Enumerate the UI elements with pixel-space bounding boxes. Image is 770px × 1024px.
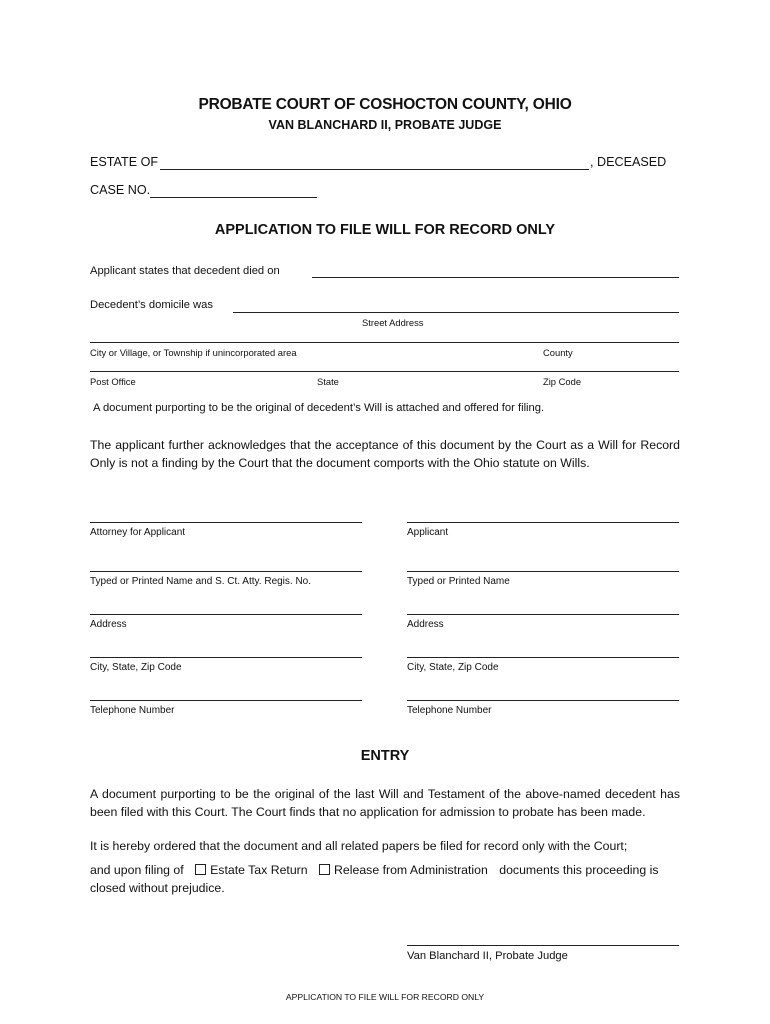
estate-tax-label: Estate Tax Return — [210, 863, 308, 877]
city-county-field[interactable] — [90, 342, 679, 343]
attorney-signature-line[interactable] — [90, 522, 362, 523]
judge-signature-caption: Van Blanchard II, Probate Judge — [407, 950, 568, 962]
entry-heading: ENTRY — [360, 748, 410, 764]
applicant-address-caption: Address — [407, 619, 444, 630]
street-address-field[interactable] — [233, 312, 679, 313]
closing-text-continued: closed without prejudice. — [90, 881, 225, 895]
entry-order: It is hereby ordered that the document and all related papers be filed for record only with the Court; — [90, 839, 628, 853]
form-title: APPLICATION TO FILE WILL FOR RECORD ONLY — [214, 222, 556, 238]
case-no-label: CASE NO. — [90, 183, 151, 197]
deceased-label: , DECEASED — [590, 155, 667, 169]
applicant-phone-caption: Telephone Number — [407, 705, 492, 716]
post-office-field[interactable] — [90, 371, 679, 372]
estate-tax-checkbox[interactable] — [195, 864, 206, 875]
zip-caption: Zip Code — [543, 376, 582, 387]
judge-signature-line[interactable] — [407, 945, 679, 946]
attorney-city-line[interactable] — [90, 657, 362, 658]
applicant-signature-line[interactable] — [407, 522, 679, 523]
applicant-city-caption: City, State, Zip Code — [407, 662, 499, 673]
statement-will-attached: A document purporting to be the original of decedent’s Will is attached and offered for filing. — [93, 402, 545, 414]
release-label: Release from Administration — [334, 863, 488, 877]
entry-finding: A document purporting to be the original of the last Will and Testament of the above-named decedent has been filed with this Court. The Court finds that no application for admission to probate has been made. — [90, 787, 680, 819]
died-on-label: Applicant states that decedent died on — [90, 265, 280, 277]
statement-acknowledgement: The applicant further acknowledges that the acceptance of this document by the Court as a Will for Record Only is not a finding by the Court that the document comports with the Ohio statute on Wills. — [90, 438, 680, 470]
case-no-field[interactable] — [150, 197, 317, 198]
closing-text: documents this proceeding is — [499, 863, 659, 877]
post-office-caption: Post Office — [90, 376, 136, 387]
upon-filing-text: and upon filing of — [90, 863, 184, 877]
county-caption: County — [543, 347, 573, 358]
attorney-city-caption: City, State, Zip Code — [90, 662, 182, 673]
city-caption: City or Village, or Township if unincorporated area — [90, 347, 297, 358]
domicile-label: Decedent’s domicile was — [90, 299, 213, 311]
attorney-name-caption: Typed or Printed Name and S. Ct. Atty. Regis. No. — [90, 576, 312, 587]
street-address-caption: Street Address — [362, 317, 424, 328]
judge-name: VAN BLANCHARD II, PROBATE JUDGE — [268, 118, 502, 132]
date-of-death-field[interactable] — [312, 277, 679, 278]
court-title: PROBATE COURT OF COSHOCTON COUNTY, OHIO — [198, 96, 572, 113]
entry-options-line — [90, 861, 680, 879]
release-checkbox[interactable] — [319, 864, 330, 875]
attorney-name-line[interactable] — [90, 571, 362, 572]
attorney-phone-caption: Telephone Number — [90, 705, 175, 716]
applicant-phone-line[interactable] — [407, 700, 679, 701]
applicant-name-caption: Typed or Printed Name — [407, 576, 510, 587]
estate-of-label: ESTATE OF — [90, 155, 159, 169]
state-caption: State — [317, 376, 339, 387]
attorney-caption: Attorney for Applicant — [90, 527, 186, 538]
attorney-address-caption: Address — [90, 619, 127, 630]
applicant-city-line[interactable] — [407, 657, 679, 658]
applicant-address-line[interactable] — [407, 614, 679, 615]
estate-name-field[interactable] — [160, 169, 589, 170]
attorney-phone-line[interactable] — [90, 700, 362, 701]
page-footer: APPLICATION TO FILE WILL FOR RECORD ONLY — [285, 992, 485, 1002]
applicant-name-line[interactable] — [407, 571, 679, 572]
attorney-address-line[interactable] — [90, 614, 362, 615]
applicant-caption: Applicant — [407, 527, 449, 538]
